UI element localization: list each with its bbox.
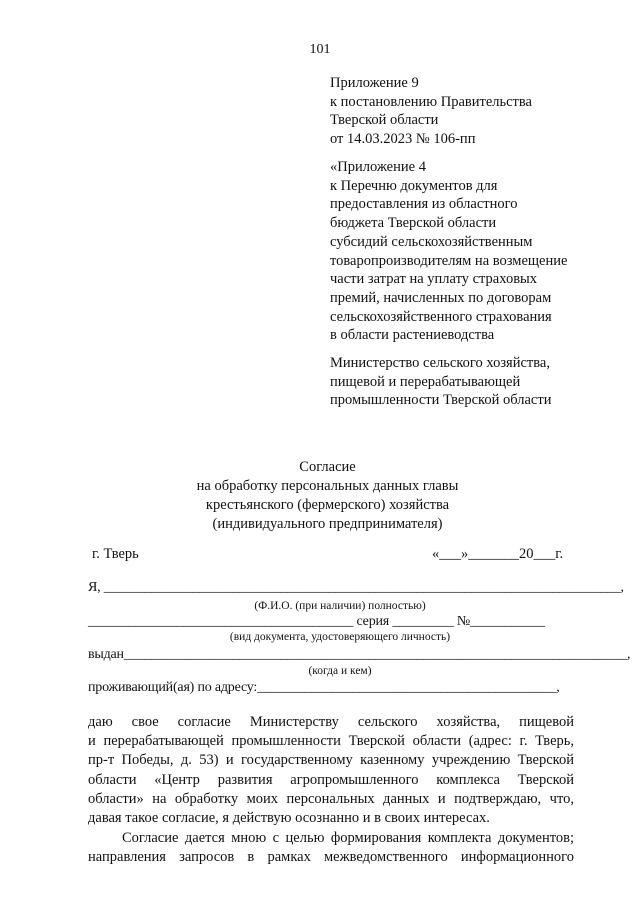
ministry-line: пищевой и перерабатывающей [330, 373, 521, 390]
appendix-4-line: товаропроизводителям на возмещение [330, 252, 568, 269]
address-field[interactable]: проживающий(ая) по адресу:____________________________________________, [88, 680, 560, 695]
paragraph-line: области «Центр развития агропромышленного комплекса Тверской [88, 771, 574, 788]
appendix-4-line: части затрат на уплату страховых [330, 271, 538, 288]
paragraph-line: направления запросов в рамках межведомственного информационного [88, 849, 574, 866]
document-title [0, 458, 640, 534]
paragraph-line: области» на обработку моих персональных данных и подтверждаю, что, [88, 790, 574, 807]
ministry-line: Министерство сельского хозяйства, [330, 355, 550, 371]
fio-field[interactable]: Я, ____________________________________________________________________________, [88, 580, 624, 595]
ministry-addressee [330, 354, 551, 410]
paragraph-line: давая такое согласие, я действую осознанно и в своих интересах. [88, 810, 490, 827]
appendix-4-line: в области растениеводства [330, 327, 495, 344]
title-line: крестьянского (фермерского) хозяйства [205, 497, 450, 513]
paragraph-line: даю свое согласие Министерству сельского хозяйства, пищевой [88, 714, 574, 730]
appendix-4-line: сельскохозяйственного страхования [330, 308, 552, 325]
appendix-4-line: к Перечню документов для [330, 177, 498, 194]
title-line: (индивидуального предпринимателя) [212, 516, 443, 532]
issued-by-field[interactable]: выдан__________________________________________________________________________, [88, 647, 631, 662]
issued-by-caption: (когда и кем) [308, 665, 372, 677]
appendix-4-line: предоставления из областного [330, 196, 518, 213]
title-line: Согласие [299, 459, 356, 475]
page-number: 101 [309, 42, 331, 57]
title-line: на обработку персональных данных главы [196, 478, 459, 494]
appendix-4-line: премий, начисленных по договорам [330, 289, 552, 306]
appendix-9-header [330, 74, 532, 149]
appendix-9-line: к постановлению Правительства [330, 93, 532, 110]
appendix-9-line: от 14.03.2023 № 106-пп [330, 131, 476, 148]
consent-paragraph [88, 713, 574, 828]
appendix-4-line: субсидий сельскохозяйственным [330, 233, 533, 250]
appendix-9-line: Тверской области [330, 112, 439, 129]
fio-caption: (Ф.И.О. (при наличии) полностью) [254, 600, 426, 612]
date-line: «___»_______20___г. [432, 546, 564, 562]
appendix-4-header [330, 158, 567, 345]
city: г. Тверь [92, 546, 139, 562]
paragraph-line: и перерабатывающей промышленности Тверской области (адрес: г. Тверь, [88, 733, 574, 750]
purpose-paragraph [88, 829, 574, 867]
appendix-4-line: бюджета Тверской области [330, 215, 497, 232]
paragraph-line: Согласие дается мною с целью формирования комплекта документов; [122, 830, 574, 846]
appendix-9-line: Приложение 9 [330, 75, 419, 91]
identity-document-caption: (вид документа, удостоверяющего личность) [229, 631, 451, 643]
appendix-4-line: «Приложение 4 [330, 159, 426, 175]
identity-document-field[interactable]: _______________________________________ серия _________ №___________ [88, 614, 545, 629]
ministry-line: промышленности Тверской области [330, 392, 552, 409]
paragraph-line: пр-т Победы, д. 53) и государственному казенному учреждению Тверской [88, 752, 574, 769]
